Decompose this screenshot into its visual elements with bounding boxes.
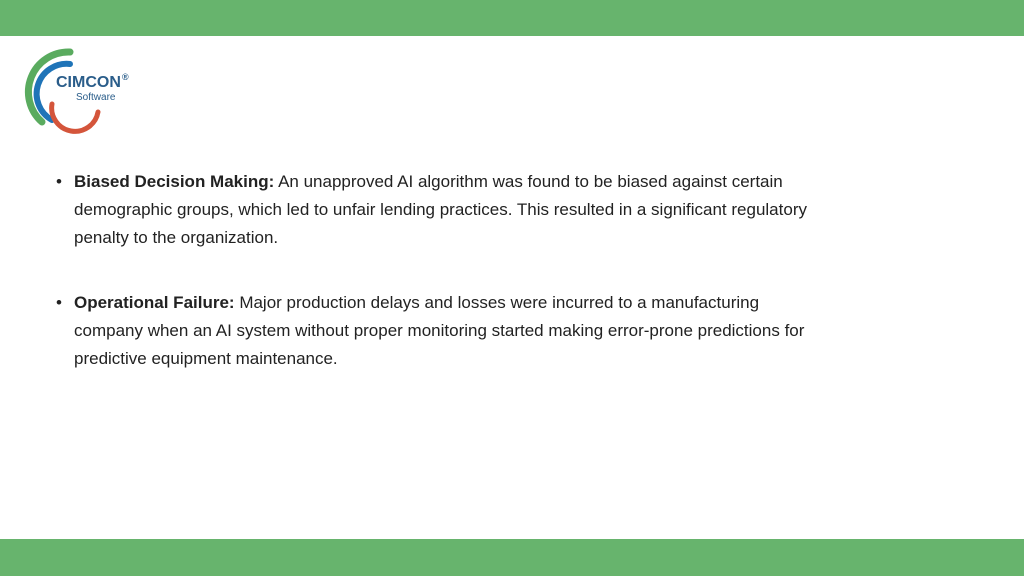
bullet-lead: Biased Decision Making:	[74, 172, 275, 191]
logo-registered-mark: ®	[122, 72, 129, 82]
bullet-lead: Operational Failure:	[74, 293, 235, 312]
cimcon-logo-mark	[18, 44, 138, 134]
bullet-marker: •	[56, 172, 62, 191]
bottom-color-band	[0, 539, 1024, 576]
bullet-list	[56, 168, 826, 410]
bullet-text: Major production delays and losses were incurred to a manufacturing company when an AI system without proper monitoring started making error-prone predictions for predictive equipment maintenance.	[74, 293, 805, 368]
cimcon-logo	[18, 44, 138, 134]
bullet-marker: •	[56, 293, 62, 312]
bullet-item-biased-decision	[56, 168, 826, 252]
logo-red-arc	[52, 104, 98, 131]
bullet-text: An unapproved AI algorithm was found to be biased against certain demographic groups, which led to unfair lending practices. This resulted in a significant regulatory penalty to the organization.	[74, 172, 807, 247]
top-color-band	[0, 0, 1024, 36]
logo-brand-text: CIMCON	[56, 74, 121, 91]
logo-sub-text: Software	[76, 92, 116, 103]
bullet-item-operational-failure	[56, 289, 826, 373]
